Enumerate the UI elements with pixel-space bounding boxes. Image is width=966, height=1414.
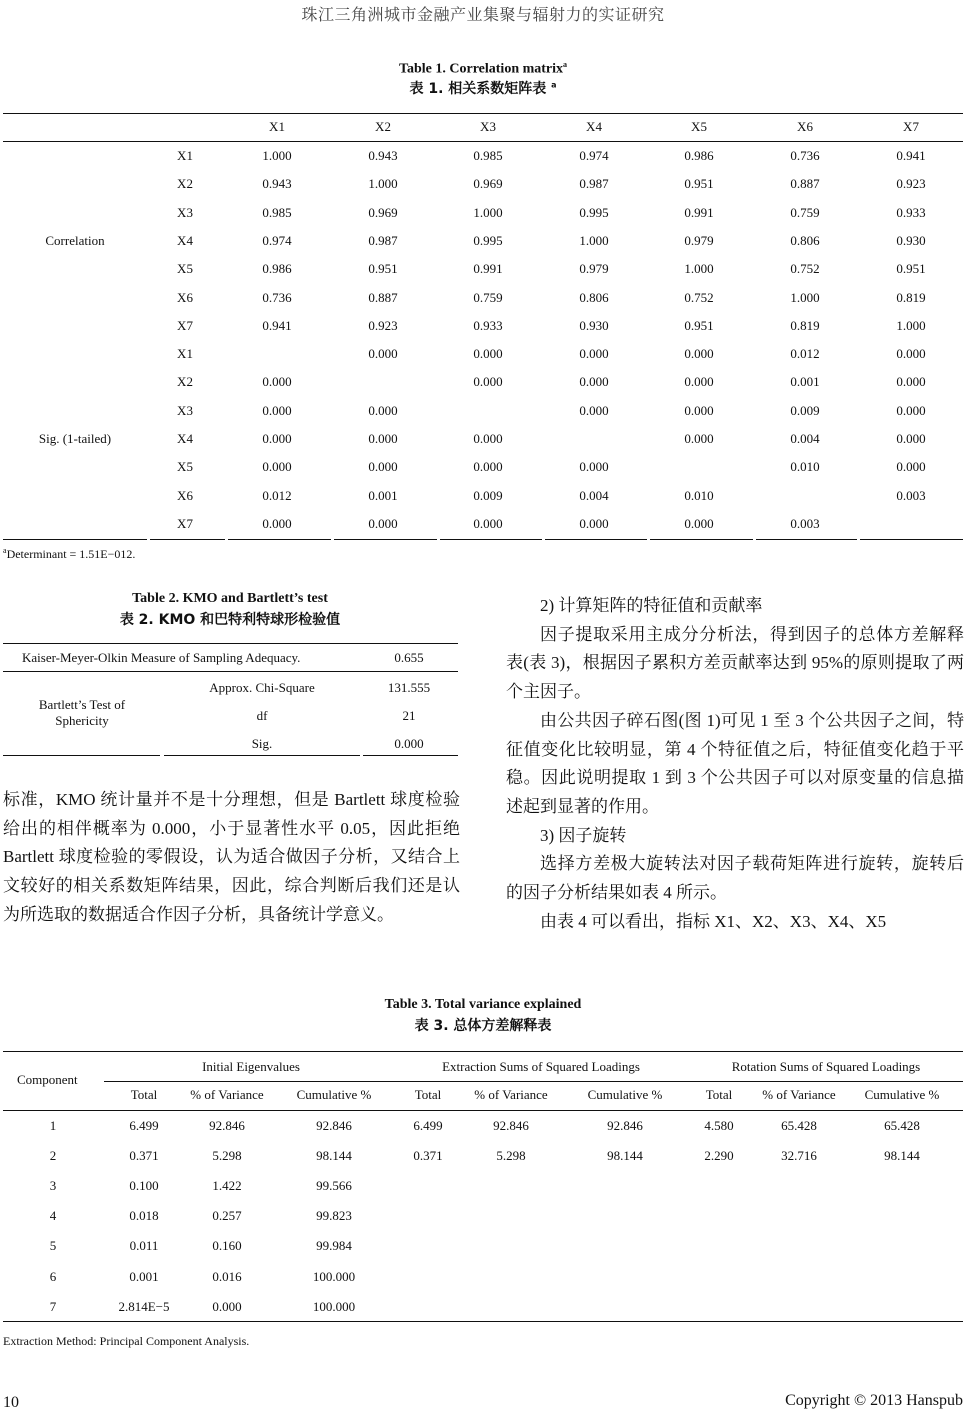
table2-row-label: Approx. Chi-Square [209, 680, 315, 695]
table1-cell: 0.000 [896, 459, 926, 474]
table1-cell: 0.000 [262, 431, 292, 446]
table1-caption-zh-text: 表 1. 相关系数矩阵表 [409, 81, 547, 97]
table3-cell: 92.846 [209, 1118, 245, 1133]
table1-cell: 0.979 [579, 261, 609, 276]
table3-caption-en: Table 3. Total variance explained [384, 997, 582, 1012]
table1-cell: 0.000 [473, 459, 503, 474]
table2-caption-zh: 表 2. KMO 和巴特利特球形检验值 [119, 612, 341, 628]
table1-cell: 0.930 [579, 318, 609, 333]
table1-cell: 1.000 [262, 148, 292, 163]
table1-cell: 0.941 [896, 148, 926, 163]
table2-top-rule [3, 643, 458, 644]
table1-cell: 0.000 [262, 403, 292, 418]
table1-row-variable: X3 [177, 403, 193, 418]
table1-cell: 0.000 [579, 374, 609, 389]
table1-cell: 0.001 [790, 374, 820, 389]
table1-cell: 0.933 [473, 318, 503, 333]
table1-cell: 0.003 [790, 516, 820, 531]
table3-cell: 0.011 [129, 1238, 159, 1253]
table1-column-header: X5 [691, 119, 707, 134]
table1-row-variable: X2 [177, 176, 193, 191]
table3-cell: 6.499 [129, 1118, 159, 1133]
table3-group-header: Initial Eigenvalues [202, 1059, 300, 1074]
table3-cell: 100.000 [312, 1299, 356, 1314]
table3-group-rule [104, 1081, 963, 1082]
table3-subheader: % of Variance [474, 1087, 548, 1102]
table1-cell: 0.974 [579, 148, 609, 163]
table3-caption-zh: 表 3. 总体方差解释表 [414, 1018, 552, 1034]
table1-cell: 0.000 [262, 459, 292, 474]
table3-subheader: Total [414, 1087, 442, 1102]
table1-cell: 0.000 [368, 459, 398, 474]
table1-column-header: X3 [480, 119, 496, 134]
table2-mid-rule [3, 671, 458, 672]
table1-caption-zh [0, 78, 966, 98]
table1-bottom-rule-segment [440, 539, 542, 540]
table1-cell: 1.000 [896, 318, 926, 333]
table1-row-variable: X2 [177, 374, 193, 389]
table2-row-value: 0.000 [394, 736, 424, 751]
table3-subheader: Cumulative % [587, 1087, 663, 1102]
table1-cell: 0.759 [790, 205, 820, 220]
page-number: 10 [3, 1394, 19, 1411]
table1-cell: 0.986 [684, 148, 714, 163]
paragraph-rotation: 选择方差极大旋转法对因子载荷矩阵进行旋转，旋转后的因子分析结果如表 4 所示。 [506, 854, 964, 903]
table1-cell: 0.010 [684, 488, 714, 503]
table3-cell: 6.499 [413, 1118, 443, 1133]
table1-caption-sup: a [563, 60, 568, 69]
table1-column-header: X2 [375, 119, 391, 134]
table1-cell: 0.009 [790, 403, 820, 418]
table3-subheader: % of Variance [762, 1087, 836, 1102]
table1-row-variable: X7 [177, 318, 193, 333]
table1-caption-en [0, 60, 966, 78]
table1-cell: 0.004 [579, 488, 609, 503]
table1-cell: 0.000 [368, 516, 398, 531]
table3-cell: 99.984 [316, 1238, 352, 1253]
table2-bottom-rule-1 [3, 755, 160, 756]
table1-row-variable: X6 [177, 488, 193, 503]
table1-cell: 1.000 [684, 261, 714, 276]
table1-cell: 0.923 [368, 318, 398, 333]
table1-cell: 0.000 [473, 431, 503, 446]
table3-subheader: % of Variance [190, 1087, 264, 1102]
table1-cell: 1.000 [368, 176, 398, 191]
table1-cell: 0.000 [896, 431, 926, 446]
table1-group-label: Correlation [45, 233, 105, 248]
table1-cell: 0.991 [473, 261, 503, 276]
table1-cell: 0.985 [473, 148, 503, 163]
table1-cell: 0.009 [473, 488, 503, 503]
table1-cell: 0.736 [262, 290, 292, 305]
table1-cell: 0.000 [368, 403, 398, 418]
left-paragraph: 标准，KMO 统计量并不是十分理想，但是 Bartlett 球度检验给出的相伴概率为 0.000，小于显著性水平 0.05，因此拒绝 Bartlett 球度检验的零假设，认为适合做因子分析，又结合上文较好的相关系数矩阵结果，因此，综合判断后我们还是认为所选取的数据适合作因子分析，具备统计学意义。 [3, 790, 460, 924]
table3-subheader: Total [705, 1087, 733, 1102]
heading-eigenvalues: 2) 计算矩阵的特征值和贡献率 [540, 596, 763, 615]
table1-cell: 0.010 [790, 459, 820, 474]
table1-cell: 0.974 [262, 233, 292, 248]
table1-cell: 0.000 [896, 374, 926, 389]
table3-cell: 98.144 [607, 1148, 643, 1163]
table1-cell: 0.000 [262, 516, 292, 531]
table3-component-number: 6 [49, 1269, 57, 1284]
table1-row-variable: X1 [177, 346, 193, 361]
table1-cell: 0.000 [368, 346, 398, 361]
table3-cell: 0.160 [212, 1238, 242, 1253]
table3-cell: 92.846 [316, 1118, 352, 1133]
table1-bottom-rule-segment [334, 539, 437, 540]
table3-cell: 99.566 [316, 1178, 352, 1193]
right-column [506, 592, 964, 936]
table1-cell: 0.806 [790, 233, 820, 248]
table1-row-variable: X3 [177, 205, 193, 220]
table1-cell: 1.000 [579, 233, 609, 248]
table1-bottom-rule-segment [860, 539, 963, 540]
table1-cell: 0.000 [368, 431, 398, 446]
table1-bottom-rule-segment [756, 539, 857, 540]
table1-cell: 0.000 [579, 516, 609, 531]
table1-column-header: X1 [269, 119, 285, 134]
table1-cell: 0.000 [684, 431, 714, 446]
table1-cell: 1.000 [790, 290, 820, 305]
table1-cell: 0.951 [896, 261, 926, 276]
table1-cell: 0.986 [262, 261, 292, 276]
table1-cell: 0.000 [684, 346, 714, 361]
table1-cell: 0.000 [473, 346, 503, 361]
table1-row-variable: X6 [177, 290, 193, 305]
table1-cell: 0.951 [368, 261, 398, 276]
table2-row-value: 131.555 [387, 680, 431, 695]
table1-cell: 0.941 [262, 318, 292, 333]
table1-cell: 0.991 [684, 205, 714, 220]
table1-cell: 0.000 [262, 374, 292, 389]
table1-caption-zh-sup: a [551, 80, 557, 90]
kmo-value: 0.655 [394, 650, 424, 665]
table1-cell: 0.001 [368, 488, 398, 503]
paragraph-table4: 由表 4 可以看出，指标 X1、X2、X3、X4、X5 [540, 911, 887, 931]
table1-caption-en-text: Table 1. Correlation matrix [398, 61, 564, 77]
table1-row-variable: X4 [177, 431, 193, 446]
table1-cell: 0.012 [262, 488, 292, 503]
table2-bottom-rule-3 [363, 755, 458, 756]
table3-cell: 98.144 [884, 1148, 920, 1163]
table3-subheader: Cumulative % [864, 1087, 940, 1102]
table3-group-header: Extraction Sums of Squared Loadings [442, 1059, 640, 1074]
paragraph-extraction: 因子提取采用主成分分析法，得到因子的总体方差解释表(表 3)，根据因子累积方差贡献率达到 95%的原则提取了两个主因子。 [506, 624, 964, 702]
table2-row-label: df [256, 708, 268, 723]
table1-cell: 0.004 [790, 431, 820, 446]
table3-cell: 4.580 [704, 1118, 734, 1133]
table1-cell: 0.951 [684, 176, 714, 191]
table3-header-rule [3, 1110, 963, 1111]
table1-cell: 0.012 [790, 346, 820, 361]
table1-bottom-rule-segment [3, 539, 147, 540]
table1-cell: 0.969 [473, 176, 503, 191]
table1-cell: 0.819 [896, 290, 926, 305]
table1-cell: 0.000 [579, 403, 609, 418]
table2-row-value: 21 [402, 708, 416, 723]
table2-caption-en: Table 2. KMO and Bartlett’s test [132, 591, 328, 606]
table1-cell: 0.000 [896, 403, 926, 418]
table1-column-header: X4 [586, 119, 602, 134]
table3-cell: 0.371 [413, 1148, 443, 1163]
table3-cell: 65.428 [781, 1118, 817, 1133]
table1-footnote [3, 546, 135, 562]
table1-row-variable: X1 [177, 148, 193, 163]
table3-component-number: 5 [49, 1238, 57, 1253]
table1-cell: 0.943 [262, 176, 292, 191]
table1-cell: 0.000 [473, 516, 503, 531]
table1-cell: 1.000 [473, 205, 503, 220]
kmo-label: Kaiser-Meyer-Olkin Measure of Sampling Adequacy. [22, 650, 301, 665]
table3-cell: 100.000 [312, 1269, 356, 1284]
table1-cell: 0.000 [896, 346, 926, 361]
table1-top-rule [3, 113, 963, 114]
table1-cell: 0.969 [368, 205, 398, 220]
table3-cell: 2.290 [704, 1148, 734, 1163]
table1-cell: 0.995 [579, 205, 609, 220]
table3-cell: 92.846 [607, 1118, 643, 1133]
table1-cell: 0.000 [684, 403, 714, 418]
table3-group-header: Rotation Sums of Squared Loadings [731, 1059, 921, 1074]
table1-cell: 0.951 [684, 318, 714, 333]
table1-cell: 0.943 [368, 148, 398, 163]
table1-cell: 0.806 [579, 290, 609, 305]
table1-cell: 0.930 [896, 233, 926, 248]
table1-cell: 0.000 [684, 374, 714, 389]
table1-footnote-text: Determinant = 1.51E−012. [6, 547, 136, 561]
table1-cell: 0.003 [896, 488, 926, 503]
table3-cell: 0.016 [212, 1269, 242, 1284]
table3-cell: 5.298 [496, 1148, 526, 1163]
table1-cell: 0.000 [684, 516, 714, 531]
table3-cell: 0.000 [212, 1299, 242, 1314]
table1-row-variable: X7 [177, 516, 193, 531]
table1-cell: 0.987 [368, 233, 398, 248]
table3-cell: 32.716 [781, 1148, 817, 1163]
table1-cell: 0.752 [790, 261, 820, 276]
paragraph-scree: 由公共因子碎石图(图 1)可见 1 至 3 个公共因子之间，特征值变化比较明显，第 4 个特征值之后，特征值变化趋于平稳。因此说明提取 1 到 3 个公共因子可以对原变量的信息描述起到显著的作用。 [506, 710, 964, 816]
table1-row-variable: X4 [177, 233, 193, 248]
heading-rotation: 3) 因子旋转 [540, 825, 627, 845]
running-head: 珠江三角洲城市金融产业集聚与辐射力的实证研究 [301, 7, 665, 24]
table3-cell: 0.100 [129, 1178, 159, 1193]
table2-row-label: Sig. [251, 736, 273, 751]
table3-cell: 98.144 [316, 1148, 352, 1163]
table3-top-rule [3, 1051, 963, 1052]
bartlett-label: Bartlett’s Test of Sphericity [38, 697, 126, 728]
table3-bottom-rule [3, 1321, 963, 1322]
table1-cell: 0.000 [579, 346, 609, 361]
table3-cell: 0.001 [129, 1269, 159, 1284]
table1-cell: 0.923 [896, 176, 926, 191]
table3-cell: 65.428 [884, 1118, 920, 1133]
table3-component-number: 4 [49, 1208, 57, 1223]
table1-cell: 0.000 [579, 459, 609, 474]
table2-bottom-rule-2 [164, 755, 360, 756]
table1-bottom-rule-segment [228, 539, 331, 540]
table1-footnote-sup: a [3, 546, 7, 555]
table3-cell: 0.371 [129, 1148, 159, 1163]
table3-cell: 5.298 [212, 1148, 242, 1163]
table1-cell: 0.759 [473, 290, 503, 305]
table3-cell: 0.018 [129, 1208, 159, 1223]
table3-footnote: Extraction Method: Principal Component Analysis. [3, 1334, 250, 1348]
table1-group-label: Sig. (1-tailed) [38, 431, 112, 446]
table1-cell: 0.933 [896, 205, 926, 220]
table1-header-rule [3, 141, 963, 142]
table3-cell: 0.257 [212, 1208, 242, 1223]
table3-component-number: 2 [49, 1148, 57, 1163]
table3-component-number: 1 [49, 1118, 57, 1133]
table1-cell: 0.752 [684, 290, 714, 305]
table1-cell: 0.887 [368, 290, 398, 305]
table3-cell: 92.846 [493, 1118, 529, 1133]
table1-bottom-rule-segment [150, 539, 225, 540]
table1-cell: 0.985 [262, 205, 292, 220]
table1-cell: 0.987 [579, 176, 609, 191]
table3-subheader: Total [130, 1087, 158, 1102]
table1-column-header: X6 [797, 119, 813, 134]
table1-bottom-rule-segment [545, 539, 647, 540]
table1-cell: 0.979 [684, 233, 714, 248]
table1-cell: 0.819 [790, 318, 820, 333]
table1-column-header: X7 [903, 119, 919, 134]
table3-cell: 99.823 [316, 1208, 352, 1223]
component-header: Component [17, 1072, 78, 1087]
table1-row-variable: X5 [177, 261, 193, 276]
table1-cell: 0.995 [473, 233, 503, 248]
table1-cell: 0.736 [790, 148, 820, 163]
copyright: Copyright © 2013 Hanspub [785, 1392, 963, 1409]
table3-cell: 1.422 [212, 1178, 242, 1193]
table3-component-number: 3 [49, 1178, 57, 1193]
table1-bottom-rule-segment [650, 539, 753, 540]
table1-cell: 0.000 [473, 374, 503, 389]
table3-component-number: 7 [49, 1299, 57, 1314]
table1-cell: 0.887 [790, 176, 820, 191]
table1-row-variable: X5 [177, 459, 193, 474]
table3-subheader: Cumulative % [296, 1087, 372, 1102]
table3-cell: 2.814E−5 [118, 1299, 170, 1314]
